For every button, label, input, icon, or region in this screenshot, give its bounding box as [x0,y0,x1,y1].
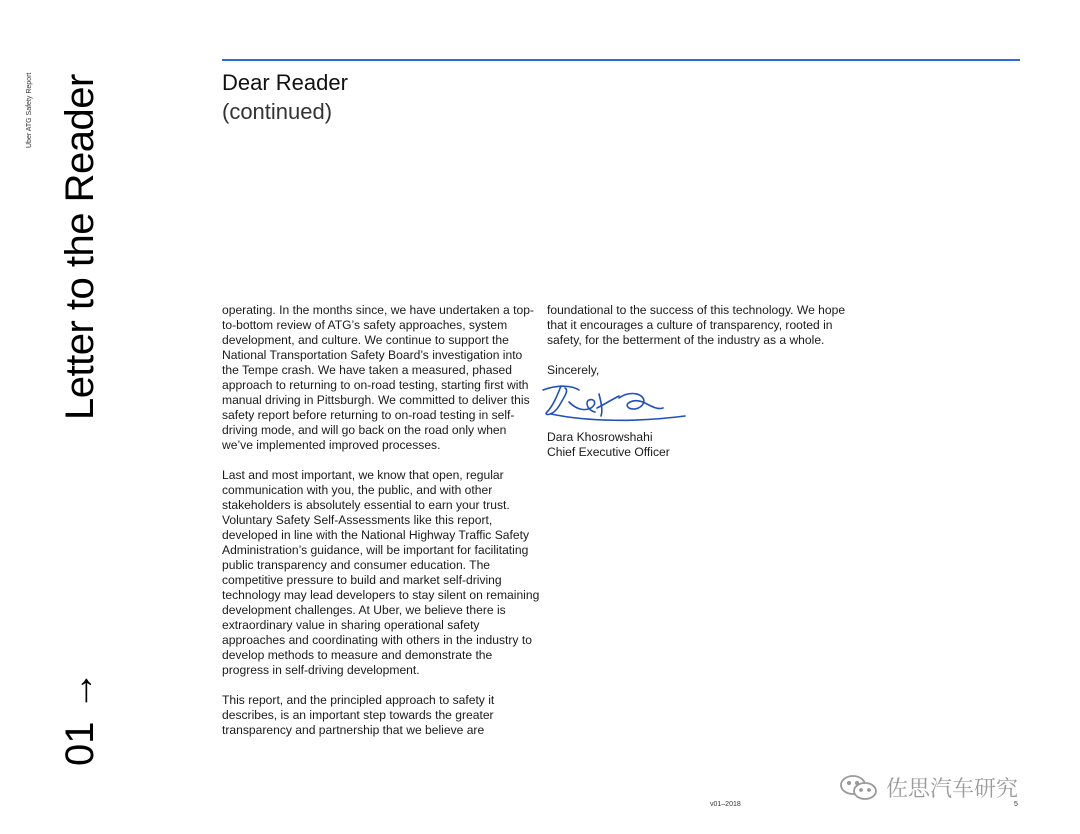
section-number: 01 → [58,670,102,766]
signature [539,382,689,424]
section-title: Letter to the Reader [58,74,102,420]
signatory-title: Chief Executive Officer [547,445,670,459]
right-column [547,303,847,460]
signatory-name: Dara Khosrowshahi [547,430,653,444]
header-accent-rule [222,59,1020,61]
wechat-icon [838,773,880,803]
watermark-text: 佐思汽车研究 [886,776,1019,801]
page-number: 5 [1014,801,1018,808]
closing: Sincerely, [547,363,600,377]
left-column [222,303,540,753]
body-paragraph: operating. In the months since, we have undertaken a top-to-bottom review of ATG’s safety approaches, system development, and culture. We continue to support the National Transportation Safety Board’s investigation into the Tempe crash. We have taken a measured, phased approach to returning to on-road testing, starting first with manual driving in Pittsburgh. We committed to deliver this safety report before returning to on-road testing in self-driving mode, and will go back on the road only when we’ve implemented improved processes. [222,303,534,452]
page-subtitle: (continued) [222,99,333,124]
report-label: Uber ATG Safety Report [26,72,33,148]
watermark [838,772,1018,803]
page-title: Dear Reader [222,70,348,95]
signature-block [547,430,847,460]
version-label: v01–2018 [710,801,741,808]
body-paragraph: Last and most important, we know that open, regular communication with you, the public, and with other stakeholders is absolutely essential to earn your trust. Voluntary Safety Self-Assessments like this report, developed in line with the National Highway Traffic Safety Administration’s guidance, will be important for facilitating public transparency and consumer education. The competitive pressure to build and market self-driving technology may lead developers to stay silent on remaining development challenges. At Uber, we believe there is extraordinary value in sharing operational safety approaches and coordinating with others in the industry to develop methods to measure and demonstrate the progress in self-driving development. [222,468,540,677]
body-paragraph: This report, and the principled approach to safety it describes, is an important step towards the greater transparency and partnership that we believe are [222,693,495,737]
body-paragraph: foundational to the success of this technology. We hope that it encourages a culture of transparency, rooted in safety, for the betterment of the industry as a whole. [547,303,846,347]
